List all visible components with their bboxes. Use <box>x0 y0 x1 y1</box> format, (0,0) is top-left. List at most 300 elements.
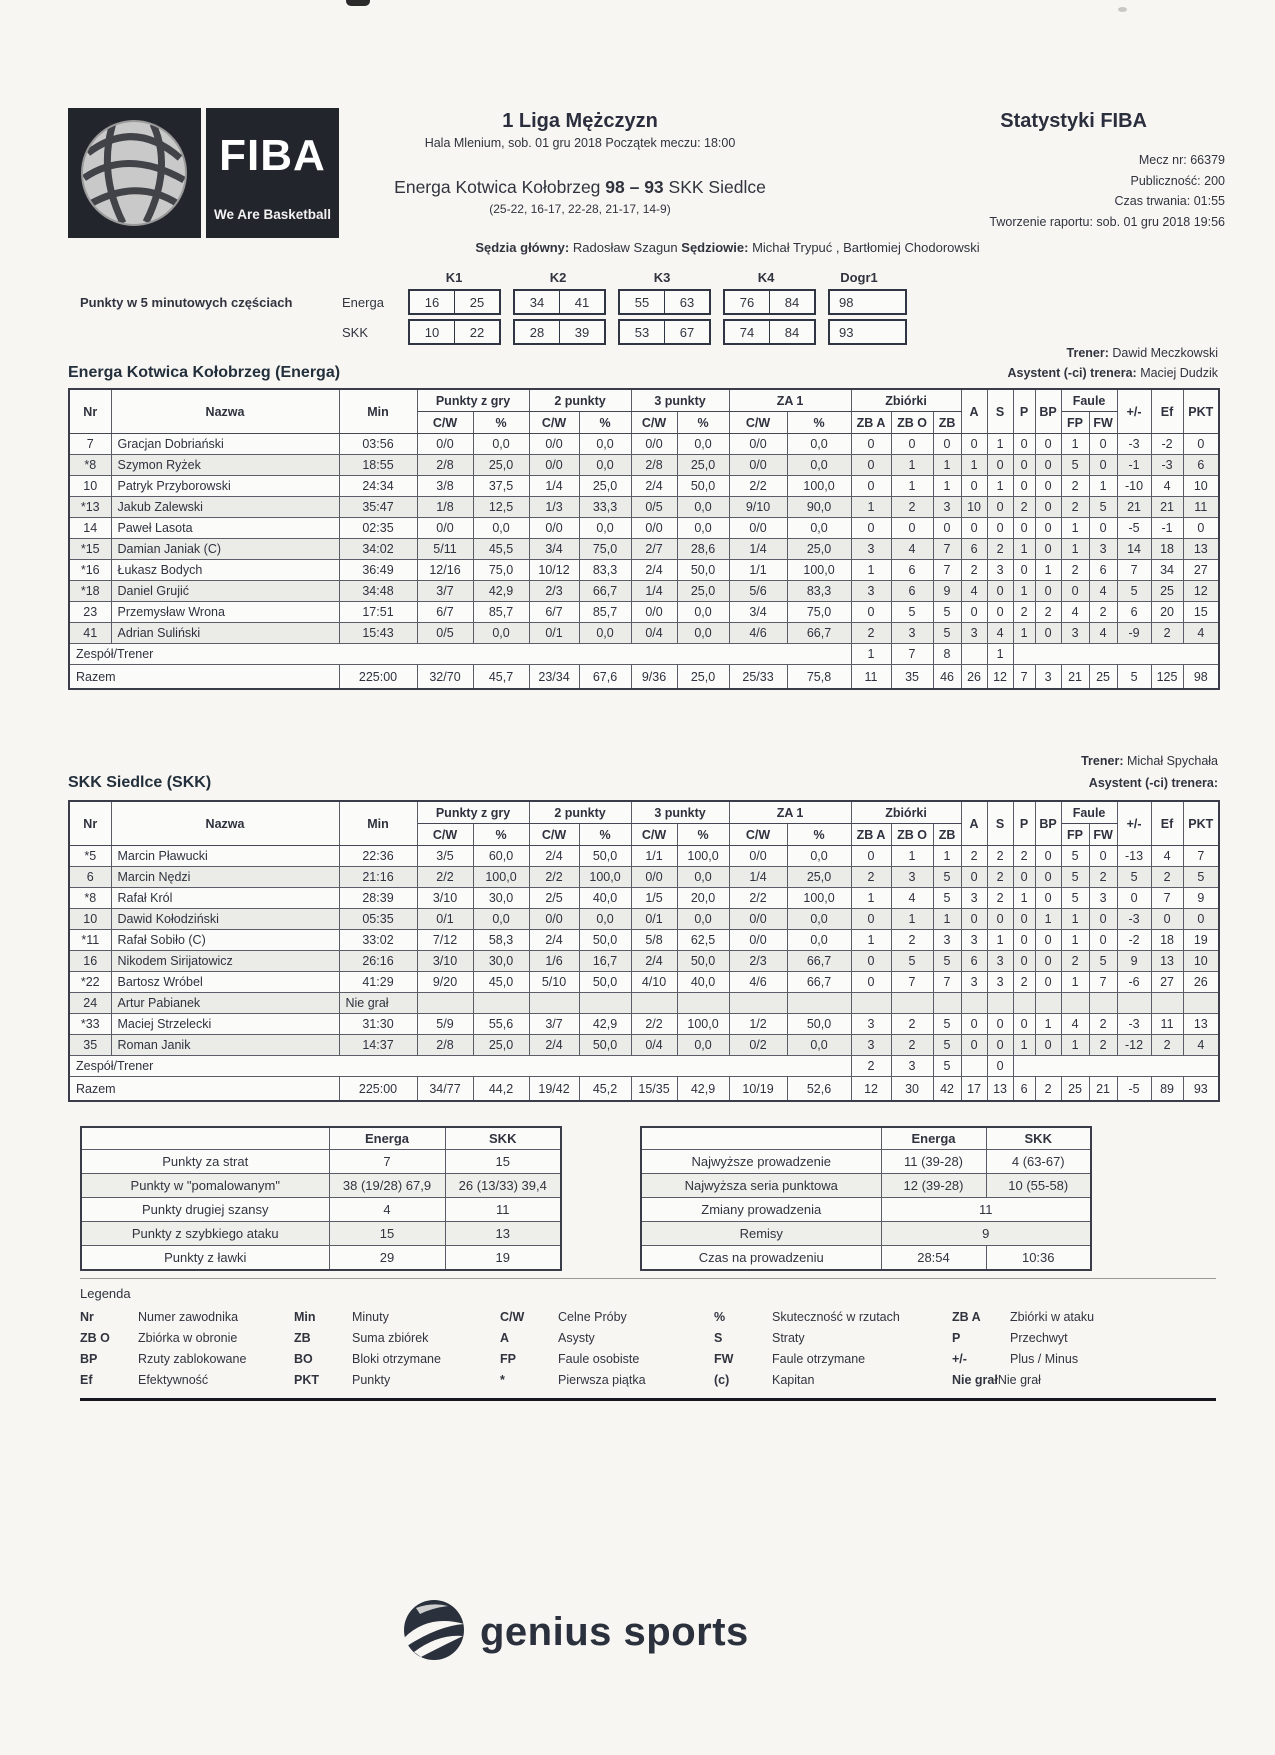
stat-cell: 22:36 <box>339 846 417 867</box>
stat-cell: 2/4 <box>529 846 579 867</box>
stat-cell: 66,7 <box>787 623 851 644</box>
stat-cell: 1 <box>1013 539 1035 560</box>
stat-cell: 21 <box>1151 497 1183 518</box>
stats-table <box>68 388 1220 690</box>
stat-cell: 5 <box>1183 867 1219 888</box>
stat-cell: 3 <box>987 560 1013 581</box>
legend-abbr: PKT <box>294 1373 319 1387</box>
stat-cell: 50,0 <box>677 476 729 497</box>
stat-cell: 5 <box>891 951 933 972</box>
player-row <box>69 1035 1219 1056</box>
column-header: S <box>987 389 1013 434</box>
stat-cell: 45,5 <box>473 539 529 560</box>
stat-cell: 0/2 <box>729 1035 787 1056</box>
stat-cell: 50,0 <box>677 951 729 972</box>
stat-cell: 0 <box>1035 972 1061 993</box>
summary-value: 11 <box>881 1198 1091 1222</box>
stat-cell: 31:30 <box>339 1014 417 1035</box>
stat-cell <box>933 993 961 1014</box>
column-header: Nazwa <box>111 801 339 846</box>
player-row <box>69 518 1219 539</box>
stat-cell: 3/5 <box>417 846 473 867</box>
stat-cell: 0 <box>1035 581 1061 602</box>
score-box <box>408 319 501 345</box>
stat-cell: 0/5 <box>417 623 473 644</box>
column-header: % <box>473 412 529 434</box>
stat-cell: 0,0 <box>677 909 729 930</box>
stat-cell: 1 <box>961 455 987 476</box>
stat-cell: Zespół/Trener <box>69 644 851 665</box>
stat-cell: 0,0 <box>787 1035 851 1056</box>
stat-cell: 1 <box>1013 623 1035 644</box>
stat-cell: -1 <box>1151 518 1183 539</box>
score-value: 34 <box>529 294 545 310</box>
stat-cell: 33:02 <box>339 930 417 951</box>
stat-cell <box>473 993 529 1014</box>
score-box <box>618 319 711 345</box>
summary-value-skk: 13 <box>445 1222 561 1246</box>
stat-cell: 0 <box>961 867 987 888</box>
stat-cell: 0 <box>851 972 891 993</box>
stat-cell: 125 <box>1151 665 1183 690</box>
summary-value-energa: 28:54 <box>881 1246 986 1271</box>
stat-cell: 0/1 <box>417 909 473 930</box>
stat-cell: 2 <box>987 867 1013 888</box>
stat-cell: 3/10 <box>417 888 473 909</box>
summary-label: Najwyższe prowadzenie <box>641 1150 881 1174</box>
stat-cell: -2 <box>1117 930 1151 951</box>
stat-cell: 0/0 <box>631 518 677 539</box>
player-name: Daniel Grujić <box>111 581 339 602</box>
stat-cell: 0 <box>1035 497 1061 518</box>
stat-cell: 1/4 <box>631 581 677 602</box>
stat-cell: 3 <box>987 951 1013 972</box>
stat-cell: 0,0 <box>787 930 851 951</box>
stat-cell: 10/12 <box>529 560 579 581</box>
stat-cell: 14 <box>1117 539 1151 560</box>
stat-cell: 0/1 <box>631 909 677 930</box>
summary-label: Punkty w "pomalowanym" <box>81 1174 329 1198</box>
stat-cell: 0,0 <box>677 497 729 518</box>
legend-title: Legenda <box>80 1286 131 1301</box>
stat-cell: 5 <box>1117 867 1151 888</box>
stat-cell: 32/70 <box>417 665 473 690</box>
stat-cell: 2 <box>851 1056 891 1077</box>
stat-cell: 0 <box>1013 930 1035 951</box>
stat-cell: 2/4 <box>529 930 579 951</box>
coach-name: Dawid Meczkowski <box>1112 346 1218 360</box>
column-header: % <box>787 824 851 846</box>
legend-entry <box>500 1331 714 1345</box>
stat-cell: 13 <box>1183 539 1219 560</box>
referee-label: Sędzia główny: <box>475 240 570 255</box>
stat-cell: 3 <box>851 1035 891 1056</box>
stat-cell: 2/4 <box>631 560 677 581</box>
stat-cell: 5/6 <box>729 581 787 602</box>
fiba-wordmark <box>206 108 339 238</box>
stat-cell: 0/4 <box>631 1035 677 1056</box>
column-header: C/W <box>417 412 473 434</box>
stat-cell: 3/4 <box>729 602 787 623</box>
stat-cell: 75,0 <box>787 602 851 623</box>
player-name: Jakub Zalewski <box>111 497 339 518</box>
column-header: Min <box>339 389 417 434</box>
legend-entry <box>714 1373 952 1387</box>
coach-label: Trener: <box>1081 754 1124 768</box>
stat-cell: 15:43 <box>339 623 417 644</box>
stat-cell: 0/0 <box>417 434 473 455</box>
stat-cell: 0,0 <box>473 909 529 930</box>
column-header: 3 punkty <box>631 801 729 824</box>
stat-cell: 2/4 <box>631 476 677 497</box>
stat-cell: 2 <box>1061 497 1089 518</box>
stat-cell: 24 <box>69 993 111 1014</box>
stat-cell: 1 <box>1035 560 1061 581</box>
column-header: ZA 1 <box>729 389 851 412</box>
stat-cell: 25,0 <box>677 581 729 602</box>
legend-abbr: S <box>714 1331 723 1345</box>
stat-cell: 3 <box>987 972 1013 993</box>
team-coach-row <box>69 1056 1219 1077</box>
stat-cell: 2/2 <box>729 476 787 497</box>
summary-row <box>641 1222 1091 1246</box>
stat-cell: 0,0 <box>579 518 631 539</box>
fiba-word: FIBA <box>219 130 326 180</box>
stat-cell: *16 <box>69 560 111 581</box>
summary-value-skk: 11 <box>445 1198 561 1222</box>
assistant-line-skk <box>1089 776 1218 790</box>
stat-cell: 35 <box>69 1035 111 1056</box>
quarter-partials: (25-22, 16-17, 22-28, 21-17, 14-9) <box>489 202 671 216</box>
stat-cell <box>961 993 987 1014</box>
column-header: Punkty z gry <box>417 801 529 824</box>
stat-cell: 1 <box>933 909 961 930</box>
stat-cell: 3 <box>1061 623 1089 644</box>
stat-cell: 1 <box>1035 1014 1061 1035</box>
stat-cell: 2 <box>851 867 891 888</box>
stat-cell: 2/2 <box>631 1014 677 1035</box>
stat-cell: -3 <box>1117 909 1151 930</box>
stat-cell: 0,0 <box>677 602 729 623</box>
column-header: +/- <box>1117 801 1151 846</box>
legend-desc: Bloki otrzymane <box>352 1352 441 1366</box>
legend-abbr: +/- <box>952 1352 967 1366</box>
stat-cell: 4 <box>1061 1014 1089 1035</box>
stat-cell: 4 <box>1089 623 1117 644</box>
summary-value-energa: 7 <box>329 1150 445 1174</box>
player-name: Szymon Ryżek <box>111 455 339 476</box>
scan-smudge <box>1118 7 1127 12</box>
stats-table-energa <box>68 388 1220 690</box>
period-label: K1 <box>445 270 463 285</box>
stat-cell: 0 <box>1013 909 1035 930</box>
stat-cell: 1 <box>1061 930 1089 951</box>
stat-cell <box>891 993 933 1014</box>
basketball-globe-icon <box>68 108 201 238</box>
column-header: Zbiórki <box>851 389 961 412</box>
summary-label: Zmiany prowadzenia <box>641 1198 881 1222</box>
stat-cell: 2/5 <box>529 888 579 909</box>
stat-cell: 100,0 <box>787 476 851 497</box>
column-header: Nr <box>69 801 111 846</box>
legend-abbr: ZB O <box>80 1331 110 1345</box>
stat-cell: 0/0 <box>529 455 579 476</box>
score-box <box>723 319 816 345</box>
stat-cell: 1/2 <box>729 1014 787 1035</box>
stat-cell: 0/5 <box>631 497 677 518</box>
legend-abbr: A <box>500 1331 510 1345</box>
stat-cell: 42,9 <box>473 581 529 602</box>
stat-cell: 2/2 <box>417 867 473 888</box>
home-team: Energa Kotwica Kołobrzeg <box>394 177 601 197</box>
legend-desc: Kapitan <box>772 1373 815 1387</box>
stat-cell: 5 <box>933 623 961 644</box>
stat-cell: 40,0 <box>579 888 631 909</box>
score-value: 41 <box>559 291 604 313</box>
column-header: 2 punkty <box>529 389 631 412</box>
stat-cell: 2 <box>1013 602 1035 623</box>
stat-cell: 10 <box>69 476 111 497</box>
stat-cell: 1 <box>933 476 961 497</box>
stat-cell: 15 <box>1183 602 1219 623</box>
stat-cell: 19 <box>1183 930 1219 951</box>
stat-cell: 6 <box>1117 602 1151 623</box>
legend-entry <box>714 1331 952 1345</box>
summary-value-energa: 38 (19/28) 67,9 <box>329 1174 445 1198</box>
column-header: 2 punkty <box>529 801 631 824</box>
score-value: 84 <box>769 321 814 343</box>
stat-cell: 17:51 <box>339 602 417 623</box>
stat-cell: 45,0 <box>473 972 529 993</box>
stat-cell: 5/9 <box>417 1014 473 1035</box>
stat-cell: 0 <box>891 518 933 539</box>
column-header: FP <box>1061 412 1089 434</box>
stat-cell: 0,0 <box>787 455 851 476</box>
stat-cell: 0 <box>1035 867 1061 888</box>
summary-value-energa: 29 <box>329 1246 445 1271</box>
stat-cell: 4/6 <box>729 623 787 644</box>
stat-cell: 25 <box>1061 1077 1089 1102</box>
stat-cell: 0 <box>961 602 987 623</box>
stat-cell: 3/4 <box>529 539 579 560</box>
stat-cell: 2 <box>1089 1035 1117 1056</box>
stat-cell: 2 <box>891 497 933 518</box>
summary-row <box>81 1198 561 1222</box>
legend-abbr: P <box>952 1331 961 1345</box>
column-header: 3 punkty <box>631 389 729 412</box>
venue-line: Hala Mlenium, sob. 01 gru 2018 Początek meczu: 18:00 <box>424 136 736 150</box>
column-header: ZA 1 <box>729 801 851 824</box>
column-header: FW <box>1089 824 1117 846</box>
score-value: 25 <box>454 291 499 313</box>
stat-cell: 50,0 <box>579 972 631 993</box>
stat-cell: *18 <box>69 581 111 602</box>
team-coach-row <box>69 644 1219 665</box>
stat-cell: 1 <box>891 909 933 930</box>
stat-cell: 6 <box>1089 560 1117 581</box>
stat-cell: 0/0 <box>631 434 677 455</box>
legend-entry <box>80 1352 294 1366</box>
stat-cell <box>961 644 987 665</box>
stat-cell: 225:00 <box>339 665 417 690</box>
stat-cell: 12 <box>851 1077 891 1102</box>
stat-cell <box>1013 1056 1219 1077</box>
stat-cell: 1/3 <box>529 497 579 518</box>
stat-cell: 5 <box>933 602 961 623</box>
stat-cell <box>1061 993 1089 1014</box>
stat-cell: 4 <box>1151 846 1183 867</box>
stat-cell: 0 <box>961 1014 987 1035</box>
score-box <box>513 319 606 345</box>
score-value: 53 <box>634 324 650 340</box>
stat-cell: 0 <box>1035 539 1061 560</box>
assistant-label: Asystent (-ci) trenera: <box>1088 776 1218 790</box>
score-value: 98 <box>839 294 854 310</box>
legend-desc: Zbiórki w ataku <box>1010 1310 1095 1324</box>
stat-cell: 2 <box>1089 867 1117 888</box>
stat-cell <box>851 993 891 1014</box>
stat-cell: 0/0 <box>529 909 579 930</box>
stat-cell: 58,3 <box>473 930 529 951</box>
stat-cell: 2/3 <box>729 951 787 972</box>
stat-cell <box>987 993 1013 1014</box>
stat-cell: 7 <box>1183 846 1219 867</box>
final-score: 98 – 93 <box>605 177 664 197</box>
stat-cell: 1 <box>851 644 891 665</box>
stat-cell: 0 <box>1035 888 1061 909</box>
stat-cell: 1 <box>987 644 1013 665</box>
stat-cell: 0,0 <box>473 518 529 539</box>
column-header: ZB O <box>891 412 933 434</box>
stat-cell: 6 <box>891 581 933 602</box>
stat-cell: 0,0 <box>787 846 851 867</box>
referee-name: Radosław Szagun <box>572 240 678 255</box>
team-abbrev: Energa <box>342 294 384 310</box>
stat-cell: -6 <box>1117 972 1151 993</box>
stat-cell: 26 <box>961 665 987 690</box>
stat-cell: 6/7 <box>529 602 579 623</box>
stat-cell: 1 <box>851 930 891 951</box>
summary-header <box>81 1127 329 1150</box>
stat-cell: 0 <box>987 581 1013 602</box>
stat-cell: 25 <box>1089 665 1117 690</box>
stat-cell: 3 <box>1089 539 1117 560</box>
summary-row <box>641 1246 1091 1271</box>
stat-cell <box>417 993 473 1014</box>
legend-entry <box>294 1352 500 1366</box>
stat-cell: 10 <box>961 497 987 518</box>
stat-cell: 11 <box>851 665 891 690</box>
duration: Czas trwania: 01:55 <box>1114 194 1225 208</box>
stat-cell: 0 <box>1035 1035 1061 1056</box>
score-value: 74 <box>739 324 755 340</box>
stat-cell: 3 <box>961 888 987 909</box>
stat-cell: 0,0 <box>677 1035 729 1056</box>
stat-cell: 26 <box>1183 972 1219 993</box>
summary-row <box>641 1198 1091 1222</box>
stat-cell: *8 <box>69 888 111 909</box>
stat-cell: 0/0 <box>417 518 473 539</box>
stat-cell: 6/7 <box>417 602 473 623</box>
stat-cell: 9/36 <box>631 665 677 690</box>
stat-cell: 100,0 <box>579 867 631 888</box>
stat-cell <box>631 993 677 1014</box>
stat-cell: 14 <box>69 518 111 539</box>
stat-cell: 100,0 <box>787 560 851 581</box>
column-header: ZB O <box>891 824 933 846</box>
stat-cell: 0 <box>851 602 891 623</box>
summary-header-row <box>641 1127 1091 1150</box>
stat-cell: 2/4 <box>631 951 677 972</box>
summary-value-energa: 11 (39-28) <box>881 1150 986 1174</box>
stat-cell: 0/0 <box>529 434 579 455</box>
score-box <box>723 289 816 315</box>
stat-cell: 225:00 <box>339 1077 417 1102</box>
stat-cell: 2 <box>1013 972 1035 993</box>
stat-cell: 0 <box>961 434 987 455</box>
column-header: FW <box>1089 412 1117 434</box>
summary-value-energa: 4 <box>329 1198 445 1222</box>
stat-cell: 0,0 <box>677 867 729 888</box>
stat-cell: 4 <box>891 539 933 560</box>
officials-names: Michał Trypuć , Bartłomiej Chodorowski <box>752 240 980 255</box>
legend-entry <box>714 1352 952 1366</box>
stat-cell: 5 <box>1089 951 1117 972</box>
score-box <box>618 289 711 315</box>
stat-cell: 10 <box>1183 476 1219 497</box>
stat-cell: 3/10 <box>417 951 473 972</box>
player-name: Paweł Lasota <box>111 518 339 539</box>
legend-entry <box>952 1352 1220 1366</box>
legend-desc: Faule otrzymane <box>772 1352 866 1366</box>
stat-cell: 0 <box>961 1035 987 1056</box>
column-header: % <box>677 412 729 434</box>
summary-value-skk: 26 (13/33) 39,4 <box>445 1174 561 1198</box>
stat-cell: 62,5 <box>677 930 729 951</box>
stat-cell <box>1035 993 1061 1014</box>
stat-cell: 75,0 <box>473 560 529 581</box>
stat-cell: 0 <box>987 602 1013 623</box>
stat-cell: 23/34 <box>529 665 579 690</box>
summary-label: Punkty z ławki <box>81 1246 329 1271</box>
stat-cell: 0 <box>933 434 961 455</box>
stat-cell: 1 <box>891 455 933 476</box>
player-row <box>69 1014 1219 1035</box>
stat-cell: *13 <box>69 497 111 518</box>
stat-cell: 3 <box>851 581 891 602</box>
summary-row <box>641 1174 1091 1198</box>
summary-header: SKK <box>986 1127 1091 1150</box>
stat-cell: 4 <box>1089 581 1117 602</box>
legend-entry <box>952 1373 1220 1387</box>
stat-cell: 7 <box>1117 560 1151 581</box>
stat-cell: 2 <box>1013 846 1035 867</box>
stat-cell: 3/7 <box>529 1014 579 1035</box>
score-box <box>513 289 606 315</box>
stat-cell: 9/20 <box>417 972 473 993</box>
stat-cell: 3/8 <box>417 476 473 497</box>
column-header: P <box>1013 389 1035 434</box>
stat-cell: 1 <box>1061 539 1089 560</box>
stat-cell: Zespół/Trener <box>69 1056 851 1077</box>
stat-cell: 0 <box>987 518 1013 539</box>
stat-cell: 17 <box>961 1077 987 1102</box>
stat-cell: 3 <box>933 930 961 951</box>
stat-cell: 27 <box>1183 560 1219 581</box>
column-header: % <box>579 412 631 434</box>
stat-cell: 6 <box>1183 455 1219 476</box>
stat-cell: 0 <box>1013 476 1035 497</box>
